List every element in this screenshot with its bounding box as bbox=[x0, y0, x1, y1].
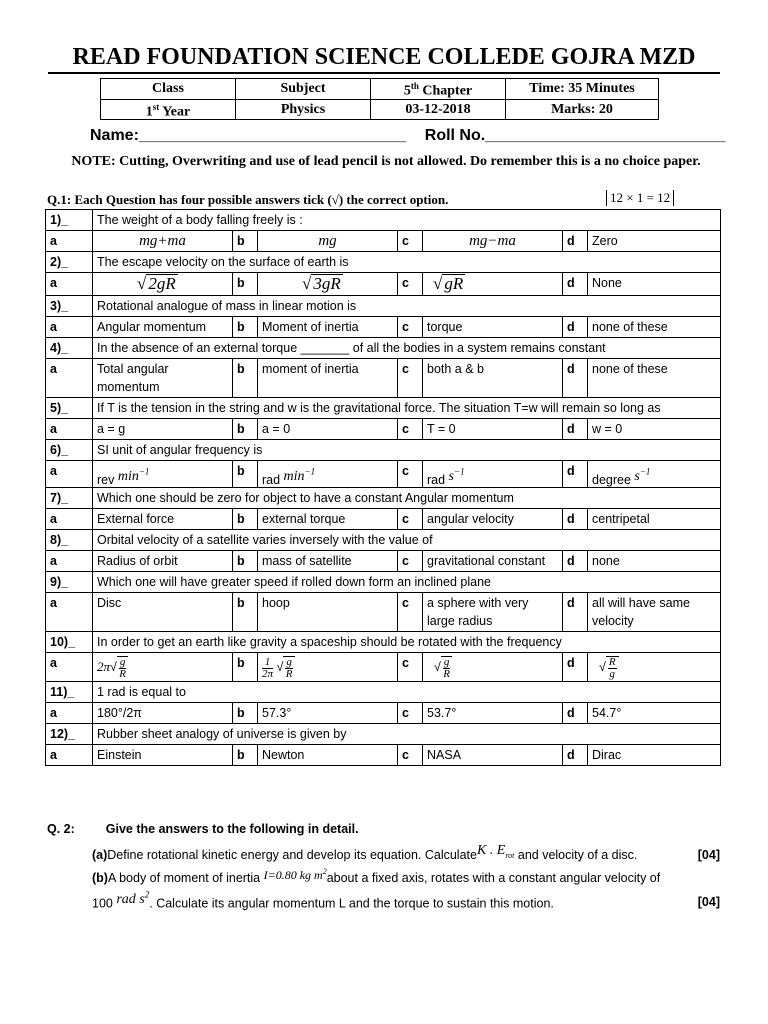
option-letter-a: a bbox=[46, 702, 93, 723]
q2-part-a-text-after: and velocity of a disc. bbox=[514, 848, 638, 862]
question-row bbox=[46, 631, 721, 652]
option-a[interactable]: 180°/2π bbox=[93, 702, 233, 723]
option-b[interactable]: Moment of inertia bbox=[258, 317, 398, 338]
info-class-value: 1st Year bbox=[101, 99, 236, 120]
option-letter-d: d bbox=[563, 359, 588, 398]
q2-instruction: Give the answers to the following in detail. bbox=[105, 822, 359, 836]
q2-heading bbox=[47, 822, 359, 836]
question-number: 8)_ bbox=[46, 529, 93, 550]
sqrt-radicand: gR bbox=[444, 274, 464, 293]
question-row bbox=[46, 398, 721, 419]
q2-part-b-line2-before: 100 bbox=[92, 896, 117, 911]
unit-math: $\min^{-1}$ bbox=[283, 466, 316, 484]
option-a[interactable]: Einstein bbox=[93, 744, 233, 765]
option-letter-d: d bbox=[563, 592, 588, 631]
question-text: Orbital velocity of a satellite varies inversely with the value of bbox=[93, 529, 721, 550]
unit-prefix: rad bbox=[427, 472, 449, 487]
option-letter-c: c bbox=[398, 419, 423, 440]
question-row bbox=[46, 723, 721, 744]
option-c[interactable]: gravitational constant bbox=[423, 550, 563, 571]
formula: √ $\frac{g}{R}$ bbox=[427, 660, 452, 674]
option-math: mg bbox=[318, 233, 337, 249]
sqrt-expression: √ gR bbox=[433, 274, 464, 293]
option-d[interactable]: 54.7° bbox=[588, 702, 721, 723]
option-c[interactable]: 53.7° bbox=[423, 702, 563, 723]
option-b[interactable] bbox=[258, 461, 398, 488]
options-row bbox=[46, 317, 721, 338]
options-row bbox=[46, 652, 721, 681]
question-row bbox=[46, 571, 721, 592]
question-number: 9)_ bbox=[46, 571, 93, 592]
question-row bbox=[46, 440, 721, 461]
option-a[interactable]: Total angular momentum bbox=[93, 359, 233, 398]
option-letter-b: b bbox=[233, 231, 258, 252]
option-letter-b: b bbox=[233, 419, 258, 440]
name-field[interactable]: Name:______________________________ bbox=[90, 127, 406, 144]
option-b[interactable] bbox=[258, 273, 398, 296]
info-marks-value: Marks: 20 bbox=[506, 99, 659, 120]
option-letter-a: a bbox=[46, 592, 93, 631]
fraction: $\frac{g}{R}$ bbox=[443, 655, 450, 680]
info-subject-value: Physics bbox=[236, 99, 371, 120]
option-b[interactable]: moment of inertia bbox=[258, 359, 398, 398]
option-c[interactable]: angular velocity bbox=[423, 508, 563, 529]
question-text: In the absence of an external torque _______ of all the bodies in a system remains constant bbox=[93, 338, 721, 359]
info-date-value: 03-12-2018 bbox=[371, 99, 506, 120]
question-number: 1)_ bbox=[46, 210, 93, 231]
exam-note: NOTE: Cutting, Overwriting and use of lead pencil is not allowed. Do remember this is a no choice paper. bbox=[71, 154, 701, 169]
info-table bbox=[100, 78, 659, 120]
option-letter-a: a bbox=[46, 317, 93, 338]
option-d[interactable]: Dirac bbox=[588, 744, 721, 765]
option-letter-c: c bbox=[398, 359, 423, 398]
option-d[interactable]: w = 0 bbox=[588, 419, 721, 440]
option-letter-c: c bbox=[398, 508, 423, 529]
option-letter-a: a bbox=[46, 231, 93, 252]
option-c[interactable]: both a & b bbox=[423, 359, 563, 398]
fraction: $\frac{R}{g}$ bbox=[608, 655, 616, 680]
info-header-row bbox=[101, 79, 659, 100]
question-row bbox=[46, 487, 721, 508]
option-math: mg+ma bbox=[139, 233, 186, 249]
question-text: Which one should be zero for object to have a constant Angular momentum bbox=[93, 487, 721, 508]
option-a[interactable] bbox=[93, 652, 233, 681]
options-row bbox=[46, 592, 721, 631]
option-letter-d: d bbox=[563, 273, 588, 296]
page-title: READ FOUNDATION SCIENCE COLLEDE GOJRA MZD bbox=[72, 44, 696, 70]
q1-instruction: Q.1: Each Question has four possible answers tick (√) the correct option. bbox=[47, 192, 449, 207]
info-chapter-header: 5th Chapter bbox=[371, 79, 506, 100]
question-number: 7)_ bbox=[46, 487, 93, 508]
option-letter-c: c bbox=[398, 702, 423, 723]
option-a[interactable]: Disc bbox=[93, 592, 233, 631]
option-letter-b: b bbox=[233, 461, 258, 488]
option-math: mg−ma bbox=[469, 233, 516, 249]
q2-part-a bbox=[92, 843, 638, 865]
roll-no-field[interactable]: Roll No.___________________________ bbox=[424, 127, 726, 144]
options-row bbox=[46, 461, 721, 488]
question-row bbox=[46, 252, 721, 273]
option-letter-c: c bbox=[398, 744, 423, 765]
name-roll-line bbox=[90, 127, 725, 145]
option-letter-b: b bbox=[233, 702, 258, 723]
options-row bbox=[46, 419, 721, 440]
title-underline bbox=[48, 72, 720, 74]
options-row bbox=[46, 231, 721, 252]
question-number: 12)_ bbox=[46, 723, 93, 744]
option-letter-a: a bbox=[46, 273, 93, 296]
question-number: 6)_ bbox=[46, 440, 93, 461]
option-letter-c: c bbox=[398, 550, 423, 571]
info-class-header: Class bbox=[101, 79, 236, 100]
info-time-header: Time: 35 Minutes bbox=[506, 79, 659, 100]
option-c[interactable] bbox=[423, 652, 563, 681]
option-d[interactable]: none of these bbox=[588, 317, 721, 338]
q2-part-b bbox=[92, 867, 661, 886]
options-row bbox=[46, 702, 721, 723]
options-row bbox=[46, 550, 721, 571]
sqrt-expression: √ 3gR bbox=[302, 274, 341, 293]
fraction: $\frac{g}{R}$ bbox=[119, 655, 126, 680]
option-letter-a: a bbox=[46, 550, 93, 571]
option-letter-b: b bbox=[233, 592, 258, 631]
option-d[interactable]: none of these bbox=[588, 359, 721, 398]
option-c[interactable] bbox=[423, 273, 563, 296]
option-d[interactable] bbox=[588, 652, 721, 681]
option-d[interactable]: all will have same velocity bbox=[588, 592, 721, 631]
option-letter-c: c bbox=[398, 592, 423, 631]
option-d[interactable]: Zero bbox=[588, 231, 721, 252]
option-letter-b: b bbox=[233, 744, 258, 765]
option-c[interactable]: torque bbox=[423, 317, 563, 338]
formula: 2π√ $\frac{g}{R}$ bbox=[97, 660, 128, 674]
options-row bbox=[46, 508, 721, 529]
option-letter-b: b bbox=[233, 359, 258, 398]
unit-prefix: degree bbox=[592, 472, 635, 487]
question-text: The weight of a body falling freely is : bbox=[93, 210, 721, 231]
unit-math: $\min^{-1}$ bbox=[117, 466, 150, 484]
question-row bbox=[46, 296, 721, 317]
option-c[interactable]: a sphere with very large radius bbox=[423, 592, 563, 631]
q2-part-b-label: (b) bbox=[92, 871, 108, 885]
question-text: The escape velocity on the surface of earth is bbox=[93, 252, 721, 273]
option-a[interactable]: Radius of orbit bbox=[93, 550, 233, 571]
option-letter-b: b bbox=[233, 317, 258, 338]
option-letter-c: c bbox=[398, 652, 423, 681]
option-a[interactable] bbox=[93, 231, 233, 252]
option-d[interactable]: centripetal bbox=[588, 508, 721, 529]
q2-part-a-text: Define rotational kinetic energy and develop its equation. Calculate bbox=[107, 848, 477, 862]
option-letter-c: c bbox=[398, 461, 423, 488]
option-letter-a: a bbox=[46, 461, 93, 488]
option-c[interactable] bbox=[423, 461, 563, 488]
option-b[interactable]: external torque bbox=[258, 508, 398, 529]
mcq-table bbox=[45, 209, 721, 766]
option-b[interactable] bbox=[258, 231, 398, 252]
q2-part-b-line2-after: . Calculate its angular momentum L and the torque to sustain this motion. bbox=[149, 896, 554, 911]
options-row bbox=[46, 273, 721, 296]
question-number: 4)_ bbox=[46, 338, 93, 359]
info-value-row bbox=[101, 99, 659, 120]
option-letter-d: d bbox=[563, 744, 588, 765]
question-number: 3)_ bbox=[46, 296, 93, 317]
option-a[interactable] bbox=[93, 461, 233, 488]
unit-math: $s^{-1}$ bbox=[634, 466, 651, 484]
option-a[interactable]: a = g bbox=[93, 419, 233, 440]
fraction: $\frac{1}{2\pi}$ bbox=[262, 655, 274, 680]
sqrt-radicand: 2gR bbox=[148, 274, 176, 293]
option-letter-a: a bbox=[46, 419, 93, 440]
options-row bbox=[46, 359, 721, 398]
q2-part-b-text: A body of moment of inertia bbox=[107, 871, 264, 885]
q2-part-b-marks: [04] bbox=[697, 895, 720, 909]
option-letter-c: c bbox=[398, 317, 423, 338]
option-letter-b: b bbox=[233, 550, 258, 571]
option-letter-d: d bbox=[563, 317, 588, 338]
question-text: Rubber sheet analogy of universe is given by bbox=[93, 723, 721, 744]
formula: √ $\frac{R}{g}$ bbox=[592, 660, 619, 674]
option-letter-d: d bbox=[563, 461, 588, 488]
option-d[interactable] bbox=[588, 461, 721, 488]
unit-math: $s^{-1}$ bbox=[448, 466, 465, 484]
q2-part-b-math: I=0.80 kg $m^2$ bbox=[263, 867, 327, 882]
sqrt-radicand: 3gR bbox=[313, 274, 341, 293]
question-number: 11)_ bbox=[46, 681, 93, 702]
option-b[interactable] bbox=[258, 652, 398, 681]
option-letter-c: c bbox=[398, 231, 423, 252]
q2-part-b-line2 bbox=[92, 889, 554, 913]
question-number: 5)_ bbox=[46, 398, 93, 419]
question-row bbox=[46, 210, 721, 231]
option-b[interactable]: 57.3° bbox=[258, 702, 398, 723]
question-row bbox=[46, 681, 721, 702]
question-row bbox=[46, 338, 721, 359]
sqrt-expression: √ 2gR bbox=[137, 274, 176, 293]
option-letter-a: a bbox=[46, 744, 93, 765]
q2-label: Q. 2: bbox=[47, 822, 75, 836]
option-d[interactable]: None bbox=[588, 273, 721, 296]
question-text: Rotational analogue of mass in linear motion is bbox=[93, 296, 721, 317]
info-subject-header: Subject bbox=[236, 79, 371, 100]
option-letter-b: b bbox=[233, 652, 258, 681]
option-letter-a: a bbox=[46, 508, 93, 529]
option-b[interactable]: mass of satellite bbox=[258, 550, 398, 571]
question-text: If T is the tension in the string and w is the gravitational force. The situation T=w will remain so long as bbox=[93, 398, 721, 419]
question-number: 2)_ bbox=[46, 252, 93, 273]
q2-part-a-marks: [04] bbox=[697, 848, 720, 862]
question-text: Which one will have greater speed if rolled down form an inclined plane bbox=[93, 571, 721, 592]
option-letter-b: b bbox=[233, 273, 258, 296]
unit-prefix: rad bbox=[262, 472, 284, 487]
question-text: 1 rad is equal to bbox=[93, 681, 721, 702]
option-c[interactable]: T = 0 bbox=[423, 419, 563, 440]
option-letter-a: a bbox=[46, 652, 93, 681]
option-a[interactable] bbox=[93, 273, 233, 296]
q2-part-a-label: (a) bbox=[92, 848, 108, 862]
fraction: $\frac{g}{R}$ bbox=[285, 655, 293, 680]
option-b[interactable]: Newton bbox=[258, 744, 398, 765]
option-c[interactable] bbox=[423, 231, 563, 252]
question-row bbox=[46, 529, 721, 550]
formula: $\frac{1}{2\pi}$ √ $\frac{g}{R}$ bbox=[262, 660, 295, 674]
option-d[interactable]: none bbox=[588, 550, 721, 571]
option-letter-b: b bbox=[233, 508, 258, 529]
question-number: 10)_ bbox=[46, 631, 93, 652]
option-letter-d: d bbox=[563, 652, 588, 681]
option-a[interactable]: Angular momentum bbox=[93, 317, 233, 338]
options-row bbox=[46, 744, 721, 765]
option-letter-d: d bbox=[563, 550, 588, 571]
question-text: SI unit of angular frequency is bbox=[93, 440, 721, 461]
option-letter-d: d bbox=[563, 231, 588, 252]
option-a[interactable]: External force bbox=[93, 508, 233, 529]
unit-prefix: rev bbox=[97, 472, 118, 487]
option-b[interactable]: a = 0 bbox=[258, 419, 398, 440]
q1-marks: 12 × 1 = 12 bbox=[606, 190, 674, 206]
option-c[interactable]: NASA bbox=[423, 744, 563, 765]
q2-part-a-math: K . $E_{rot}$ bbox=[476, 843, 515, 860]
option-b[interactable]: hoop bbox=[258, 592, 398, 631]
option-letter-d: d bbox=[563, 508, 588, 529]
question-text: In order to get an earth like gravity a spaceship should be rotated with the frequency bbox=[93, 631, 721, 652]
q2-part-b-text-after: about a fixed axis, rotates with a constant angular velocity of bbox=[326, 871, 661, 885]
option-letter-a: a bbox=[46, 359, 93, 398]
option-letter-c: c bbox=[398, 273, 423, 296]
option-letter-d: d bbox=[563, 419, 588, 440]
q2-part-b-line2-math: rad $s^2$ bbox=[116, 889, 150, 907]
option-letter-d: d bbox=[563, 702, 588, 723]
